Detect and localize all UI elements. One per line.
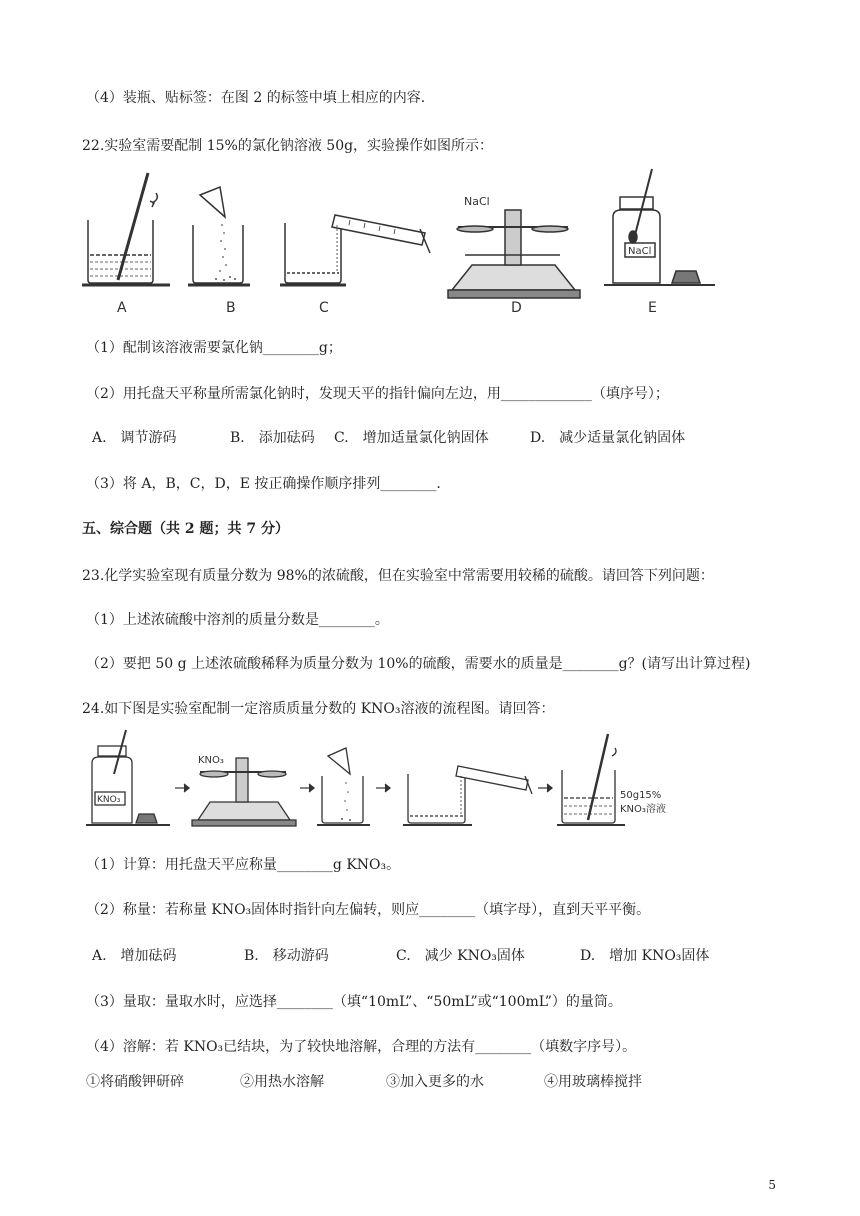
- beaker-pour-solid-icon: [317, 748, 370, 825]
- beaker-stirring-icon: [557, 734, 625, 825]
- fig2-reagent-label: KNO₃: [198, 755, 224, 766]
- q24-method-2: ②用热水溶解: [240, 1074, 324, 1090]
- q22-item3: （3）将 A，B，C，D，E 按正确操作顺序排列________.: [86, 476, 441, 492]
- q24-item4: （4）溶解：若 KNO₃已结块，为了较快地溶解，合理的方法有________（填数字序号）。: [86, 1039, 637, 1055]
- balance-icon: [192, 755, 296, 826]
- fig2-product-label-1: 50g15%: [620, 790, 662, 801]
- reagent-bottle-icon: [604, 169, 715, 285]
- figure-label-e: E: [648, 300, 657, 316]
- figure-label-a: A: [117, 300, 127, 316]
- fig2-product-label-2: KNO₃溶液: [620, 804, 666, 815]
- q22-stem: 22.实验室需要配制 15%的氯化钠溶液 50g，实验操作如图所示：: [82, 138, 494, 154]
- q24-item3: （3）量取：量取水时，应选择________（填“10mL”、“50mL”或“100mL”）的量筒。: [86, 994, 622, 1010]
- q21-item4: （4）装瓶、贴标签：在图 2 的标签中填上相应的内容.: [86, 90, 426, 106]
- fig1-bottle-label: NaCl: [628, 246, 652, 257]
- cylinder-pour-icon: [280, 215, 430, 285]
- section-5-heading: 五、综合题（共 2 题；共 7 分）: [82, 521, 289, 537]
- q24-item1: （1）计算：用托盘天平应称量________g KNO₃。: [86, 857, 401, 873]
- q24-option-a: A. 增加砝码: [92, 948, 177, 964]
- q24-method-4: ④用玻璃棒搅拌: [544, 1074, 642, 1090]
- q24-option-d: D. 增加 KNO₃固体: [580, 948, 710, 964]
- q24-method-3: ③加入更多的水: [386, 1074, 484, 1090]
- q23-item1: （1）上述浓硫酸中溶剂的质量分数是________。: [86, 612, 389, 628]
- q22-option-a: A. 调节游码: [92, 430, 177, 446]
- fig2-bottle-label: KNO₃: [97, 795, 121, 805]
- q22-option-b: B. 添加砝码: [230, 430, 315, 446]
- beaker-stirring-icon: [82, 173, 170, 285]
- q23-item2: （2）要把 50 g 上述浓硫酸稀释为质量分数为 10%的硫酸，需要水的质量是________g？(请写出计算过程): [86, 656, 751, 672]
- q22-item1: （1）配制该溶液需要氯化钠________g；: [86, 340, 342, 356]
- reagent-bottle-icon: [86, 730, 170, 825]
- q22-option-d: D. 减少适量氯化钠固体: [530, 430, 686, 446]
- q22-experiment-figure: [80, 165, 720, 315]
- q23-stem: 23.化学实验室现有质量分数为 98%的浓硫酸，但在实验室中常需要用较稀的硫酸。请回答下列问题：: [82, 568, 714, 584]
- figure-label-c: C: [319, 300, 329, 316]
- q24-figure-drawing: [80, 728, 720, 833]
- balance-icon: [448, 195, 580, 298]
- beaker-pour-solid-icon: [188, 187, 250, 285]
- q24-option-c: C. 减少 KNO₃固体: [396, 948, 525, 964]
- q24-item2: （2）称量：若称量 KNO₃固体时指针向左偏转，则应________（填字母），直到天平平衡。: [86, 902, 651, 918]
- q24-option-b: B. 移动游码: [244, 948, 329, 964]
- figure-label-b: B: [226, 300, 236, 316]
- q22-option-c: C. 增加适量氯化钠固体: [334, 430, 489, 446]
- fig1-reagent-label: NaCl: [464, 195, 490, 208]
- q22-figure-drawing: [80, 165, 720, 315]
- q22-item2: （2）用托盘天平称量所需氯化钠时，发现天平的指针偏向左边，用_____________（填序号）；: [86, 386, 669, 402]
- figure-label-d: D: [511, 300, 522, 316]
- q24-flow-figure: [80, 728, 720, 833]
- q24-stem: 24.如下图是实验室配制一定溶质质量分数的 KNO₃溶液的流程图。请回答：: [82, 701, 555, 717]
- page-number: 5: [768, 1178, 776, 1192]
- q24-method-1: ①将硝酸钾研碎: [86, 1074, 184, 1090]
- cylinder-pour-icon: [403, 766, 532, 825]
